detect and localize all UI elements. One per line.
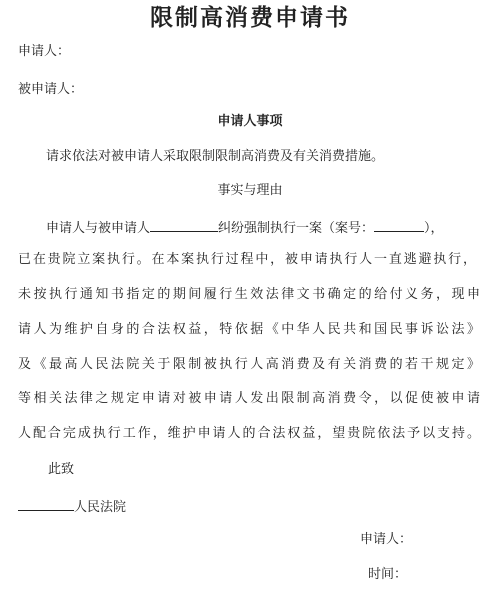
body-line-2: 已在贵院立案执行。在本案执行过程中，被申请执行人一直逃避执行， bbox=[18, 252, 476, 267]
court-name-blank[interactable] bbox=[18, 496, 74, 511]
body-line-1 bbox=[46, 217, 444, 238]
respondent-label: 被申请人： bbox=[18, 82, 84, 97]
request-text: 请求依法对被申请人采取限制限制高消费及有关消费措施。 bbox=[46, 149, 385, 164]
body-line-3: 未按执行通知书指定的期间履行生效法律文书确定的给付义务，现申 bbox=[18, 287, 480, 302]
body-line-7: 人配合完成执行工作，维护申请人的合法权益，望贵院依法予以支持。 bbox=[18, 426, 480, 441]
body-line-6: 等相关法律之规定申请对被申请人发出限制高消费令，以促使被申请 bbox=[18, 391, 480, 406]
body-line-5: 及《最高人民法院关于限制被执行人高消费及有关消费的若干规定》 bbox=[18, 357, 480, 372]
case-number-blank[interactable] bbox=[374, 217, 424, 232]
body-line-1-part-b: 纠纷强制执行一案（案号： bbox=[218, 221, 375, 236]
applicant-label: 申请人： bbox=[18, 44, 71, 59]
facts-section-heading: 事实与理由 bbox=[217, 183, 283, 198]
court-line bbox=[18, 496, 126, 517]
closing-text: 此致 bbox=[48, 462, 75, 477]
body-line-1-part-c: ）， bbox=[424, 221, 444, 236]
body-line-4: 请人为维护自身的合法权益，特依据《中华人民共和国民事诉讼法》 bbox=[18, 322, 480, 337]
respondent-name-blank[interactable] bbox=[150, 217, 218, 232]
signature-applicant-label: 申请人： bbox=[360, 532, 413, 547]
document-title: 限制高消费申请书 bbox=[150, 5, 350, 31]
request-section-heading: 申请人事项 bbox=[217, 114, 283, 129]
court-suffix: 人民法院 bbox=[74, 500, 127, 515]
signature-date-label: 时间： bbox=[368, 567, 408, 582]
body-line-1-part-a: 申请人与被申请人 bbox=[46, 221, 151, 236]
